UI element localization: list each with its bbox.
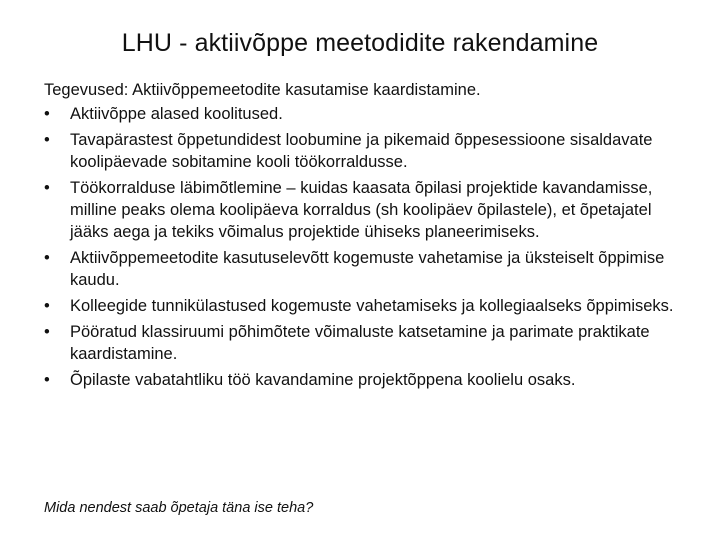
bullet-item [44,103,694,125]
bullet-item [44,321,694,365]
bullet-dot: • [44,131,50,149]
bullet-text: Õpilaste vabatahtliku töö kavandamine projektõppena koolielu osaks. [70,371,576,389]
slide-title: LHU - aktiivõppe meetodidite rakendamine [121,29,599,57]
intro-lead: Tegevused: [44,81,129,99]
bullet-text: Töökorralduse läbimõtlemine – kuidas kaasata õpilasi projektide kavandamisse, milline peaks olema koolipäeva korraldus (sh koolipäev õpilastele), et õpetajatel jääks aega ja tekiks võimalus projektide ühiseks planeerimiseks. [70,179,653,241]
bullet-text: Kolleegide tunnikülastused kogemuste vahetamiseks ja kollegiaalseks õppimiseks. [70,297,674,315]
bullet-text: Aktiivõppe alased koolitused. [70,105,283,123]
bullet-dot: • [44,249,50,267]
bullet-item [44,295,694,317]
bullet-item [44,129,694,173]
bullet-dot: • [44,297,50,315]
closing-question: Mida nendest saab õpetaja täna ise teha? [44,500,314,516]
bullet-text: Tavapärastest õppetundidest loobumine ja pikemaid õppesessioone sisaldavate koolipäevade sobitamine kooli töökorraldusse. [70,131,653,171]
bullet-dot: • [44,323,50,341]
bullet-item [44,247,694,291]
bullet-item [44,369,694,391]
bullet-dot: • [44,105,50,123]
bullet-item [44,177,694,243]
intro-text: Aktiivõppemeetodite kasutamise kaardistamine. [128,81,481,99]
intro-line [44,79,684,101]
bullet-dot: • [44,371,50,389]
bullet-text: Pööratud klassiruumi põhimõtete võimaluste katsetamine ja parimate praktikate kaardistamine. [70,323,650,363]
bullet-text: Aktiivõppemeetodite kasutuselevõtt kogemuste vahetamise ja üksteiselt õppimise kaudu. [70,249,665,289]
bullet-dot: • [44,179,50,197]
bullet-list [44,103,694,395]
